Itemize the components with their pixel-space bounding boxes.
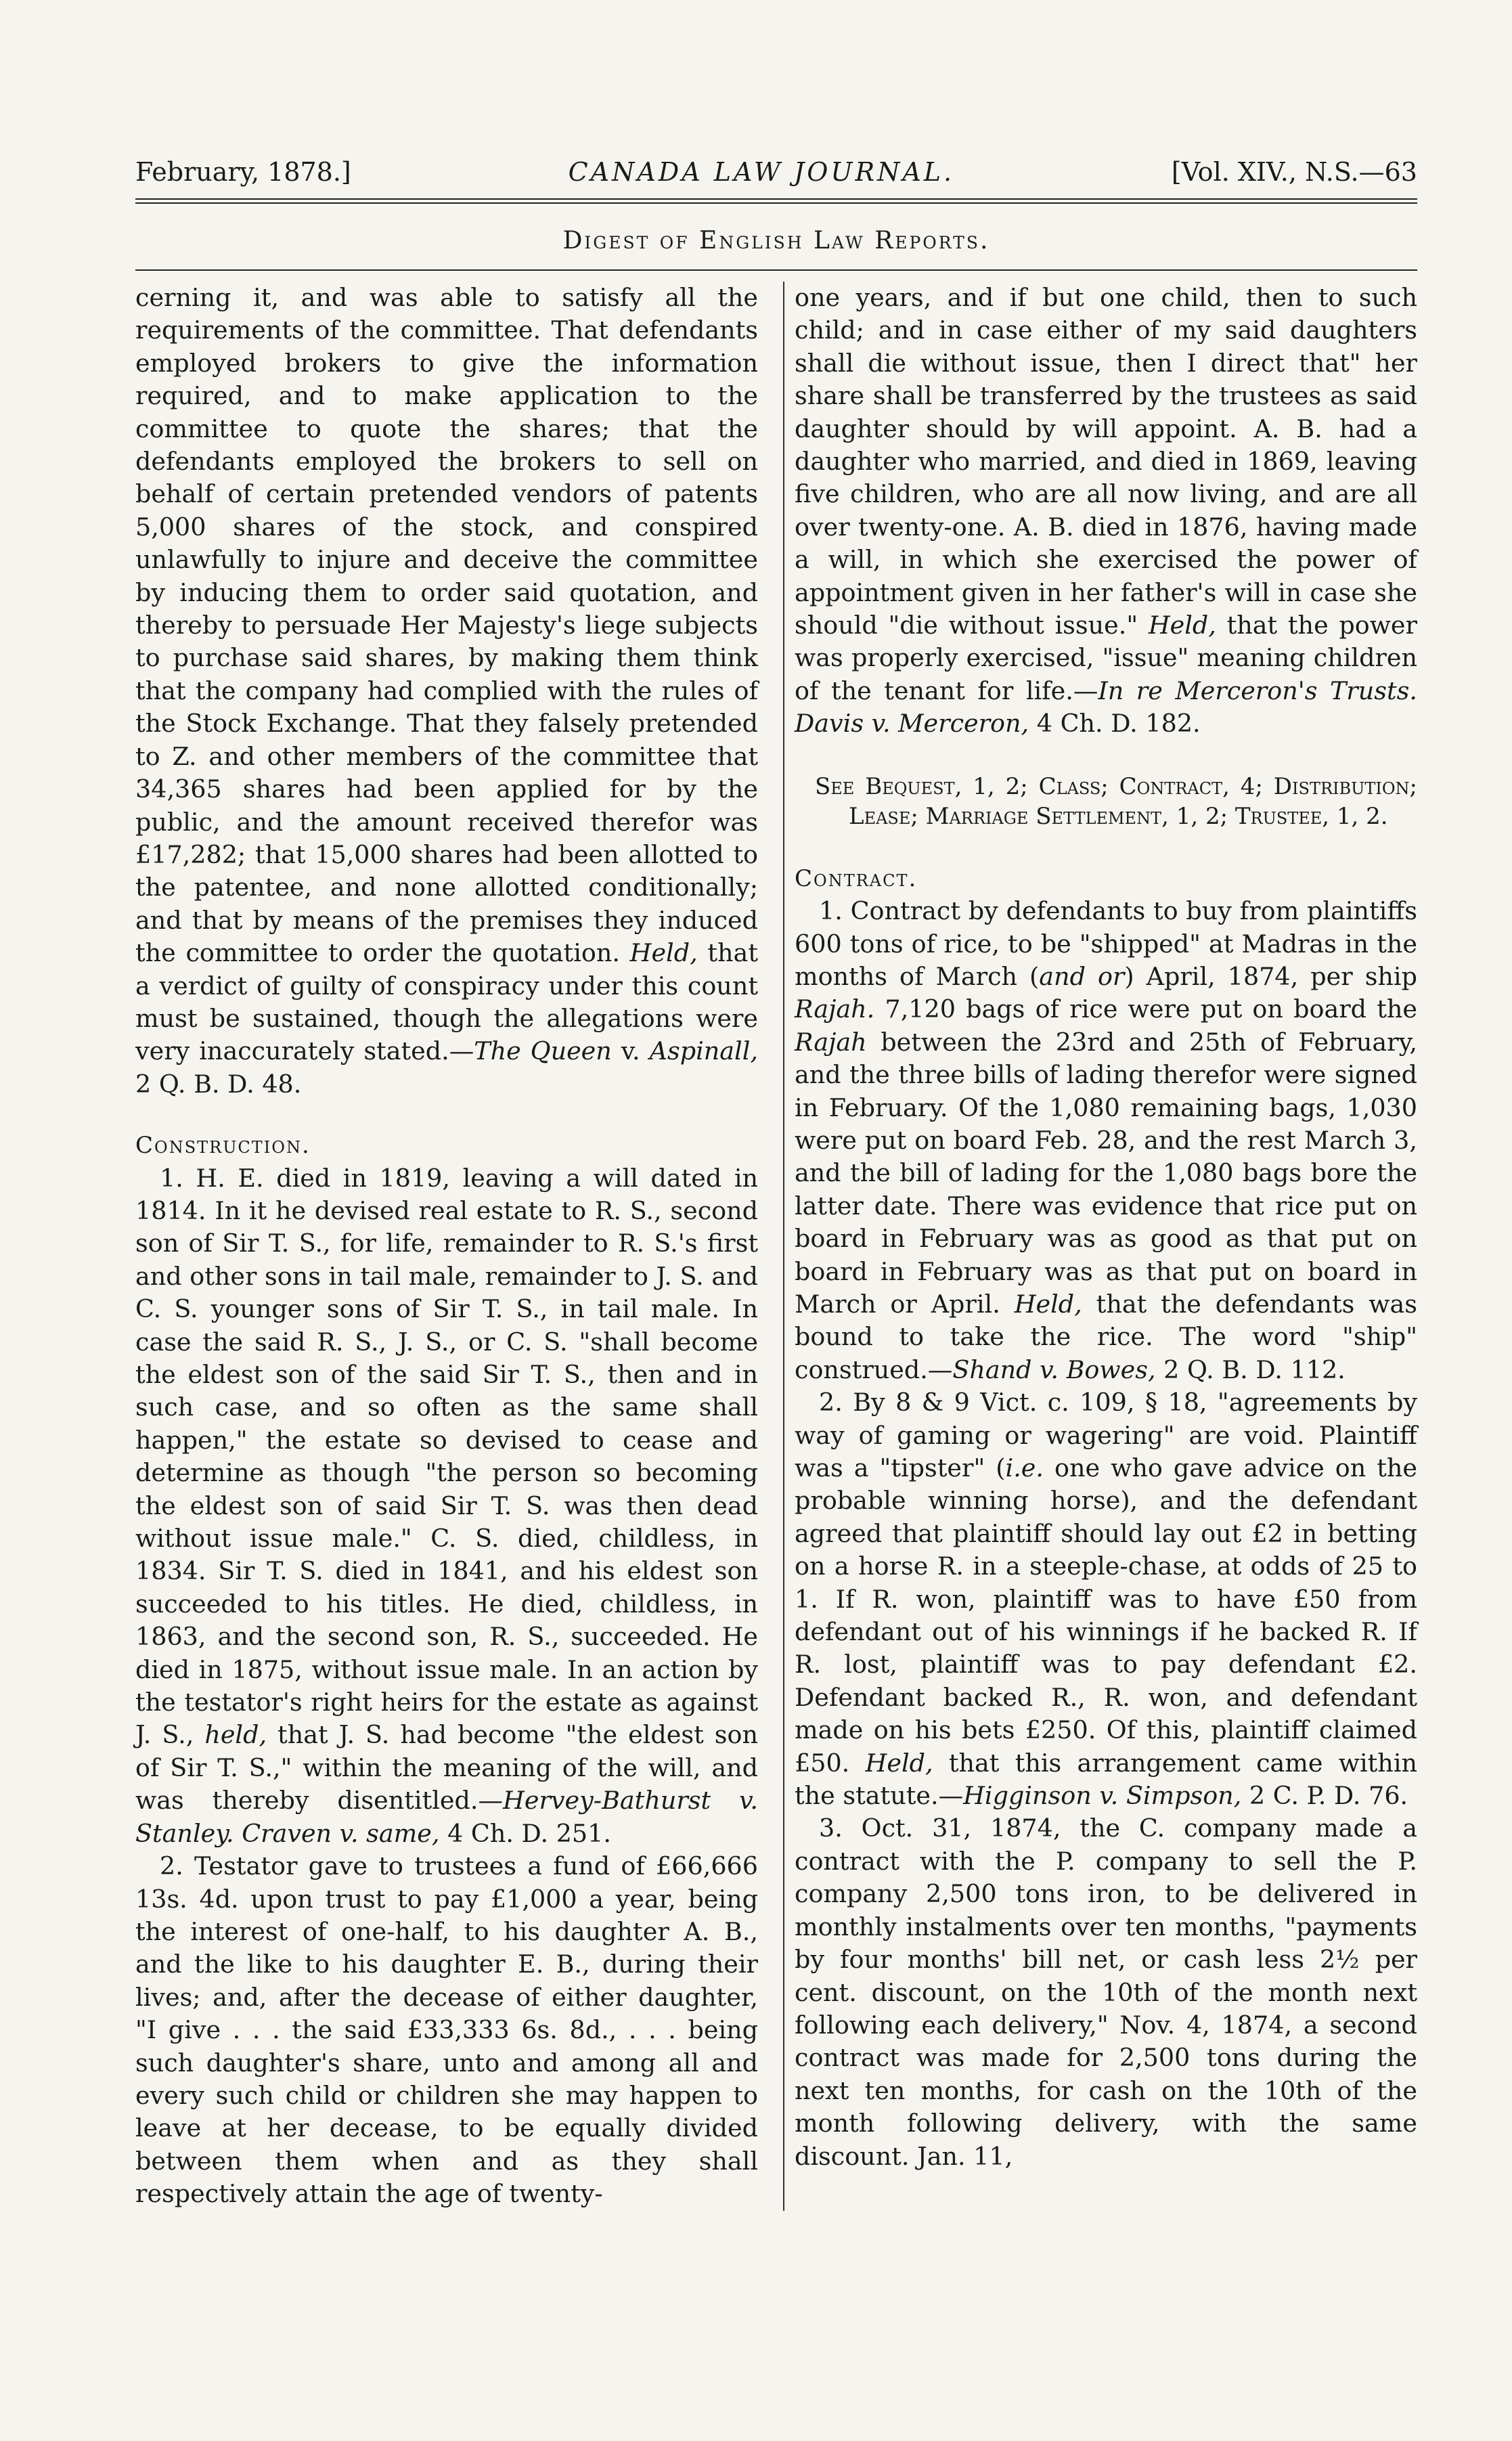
right-column: [795, 282, 1417, 2211]
two-column-body: [135, 282, 1417, 2211]
volume-page: [Vol. XIV., N.S.—63: [1171, 157, 1417, 187]
paragraph-conspiracy: cerning it, and was able to satisfy all the requirements of the committee. That defendants employed brokers to give the information required, and to make application to the committee to quote the shares; that the defendants employed the brokers to sell on behalf of certain pretended vendors of patents 5,000 shares of the stock, and conspired unlawfully to injure and deceive the committee by inducing them to order said quotation, and thereby to persuade Her Majesty's liege subjects to purchase said shares, by making them think that the company had complied with the rules of the Stock Exchange. That they falsely pretended to Z. and other members of the committee that 34,365 shares had been applied for by the public, and the amount received therefor was £17,282; that 15,000 shares had been allotted to the patentee, and none allotted conditionally; and that by means of the premises they induced the committee to order the quotation. Held, that a verdict of guilty of conspiracy under this count must be sustained, though the allegations were very inaccurately stated.—The Queen v. Aspinall, 2 Q. B. D. 48.: [135, 283, 758, 1099]
paragraph-construction-2-cont: one years, and if but one child, then to such child; and in case either of my said daughters shall die without issue, then I direct that" her share shall be transferred by the trustees as said daughter should by will appoint. A. B. had a daughter who married, and died in 1869, leaving five children, who are all now living, and are all over twenty-one. A. B. died in 1876, having made a will, in which she exercised the power of appointment given in her father's will in case she should "die without issue." Held, that the power was properly exercised, "issue" meaning children of the tenant for life.—In re Merceron's Trusts. Davis v. Merceron, 4 Ch. D. 182.: [795, 283, 1417, 739]
see-also-references: See Bequest, 1, 2; Class; Contract, 4; Distribution; Lease; Marriage Settlement, 1, 2; Trustee, 1, 2.: [815, 772, 1417, 830]
column-divider: [783, 282, 784, 2211]
left-column: [135, 282, 758, 2211]
header-rule: [135, 198, 1417, 204]
running-head: [135, 159, 1417, 185]
header-date: February, 1878.]: [135, 157, 351, 187]
paragraph-construction-2: 2. Testator gave to trustees a fund of £66,666 13s. 4d. upon trust to pay £1,000 a year, being the interest of one-half, to his daughter A. B., and the like to his daughter E. B., during their lives; and, after the decease of either daughter, "I give . . . the said £33,333 6s. 8d., . . . being such daughter's share, unto and among all and every such child or children she may happen to leave at her decease, to be equally divided between them when and as they shall respectively attain the age of twenty-: [135, 1851, 758, 2209]
paragraph-contract-1: 1. Contract by defendants to buy from plaintiffs 600 tons of rice, to be "shipped" at Madras in the months of March (and or) April, 1874, per ship Rajah. 7,120 bags of rice were put on board the Rajah between the 23rd and 25th of February, and the three bills of lading therefor were signed in February. Of the 1,080 remaining bags, 1,030 were put on board Feb. 28, and the rest March 3, and the bill of lading for the 1,080 bags bore the latter date. There was evidence that rice put on board in February was as good as that put on board in February was as that put on board in March or April. Held, that the defendants was bound to take the rice. The word "ship" construed.—Shand v. Bowes, 2 Q. B. D. 112.: [795, 896, 1418, 1384]
heading-contract: Contract.: [795, 864, 918, 892]
paragraph-contract-2: 2. By 8 & 9 Vict. c. 109, § 18, "agreements by way of gaming or wagering" are void. Plaintiff was a "tipster" (i.e. one who gave advice on the probable winning horse), and the defendant agreed that plaintiff should lay out £2 in betting on a horse R. in a steeple-chase, at odds of 25 to 1. If R. won, plaintiff was to have £50 from defendant out of his winnings if he backed R. If R. lost, plaintiff was to pay defendant £2. Defendant backed R., R. won, and defendant made on his bets £250. Of this, plaintiff claimed £50. Held, that this arrangement came within the statute.—Higginson v. Simpson, 2 C. P. D. 76.: [795, 1388, 1417, 1811]
journal-title: CANADA LAW JOURNAL.: [568, 157, 955, 187]
paragraph-contract-3: 3. Oct. 31, 1874, the C. company made a contract with the P. company to sell the P. company 2,500 tons iron, to be delivered in monthly instalments over ten months, "payments by four months' bill net, or cash less 2½ per cent. discount, on the 10th of the month next following each delivery," Nov. 4, 1874, a second contract was made for 2,500 tons during the next ten months, for cash on the 10th of the month following delivery, with the same discount. Jan. 11,: [795, 1813, 1417, 2171]
section-title: Digest of English Law Reports.: [562, 227, 990, 255]
section-rule: [135, 269, 1417, 271]
paragraph-construction-1: 1. H. E. died in 1819, leaving a will dated in 1814. In it he devised real estate to R. S., second son of Sir T. S., for life, remainder to R. S.'s first and other sons in tail male, remainder to J. S. and C. S. younger sons of Sir T. S., in tail male. In case the said R. S., J. S., or C. S. "shall become the eldest son of the said Sir T. S., then and in such case, and so often as the same shall happen," the estate so devised to cease and determine as though "the person so becoming the eldest son of said Sir T. S. was then dead without issue male." C. S. died, childless, in 1834. Sir T. S. died in 1841, and his eldest son succeeded to his titles. He died, childless, in 1863, and the second son, R. S., succeeded. He died in 1875, without issue male. In an action by the testator's right heirs for the estate as against J. S., held, that J. S. had become "the eldest son of Sir T. S.," within the meaning of the will, and was thereby disentitled.—Hervey-Bathurst v. Stanley. Craven v. same, 4 Ch. D. 251.: [135, 1163, 759, 1848]
heading-construction: Construction.: [135, 1132, 311, 1160]
